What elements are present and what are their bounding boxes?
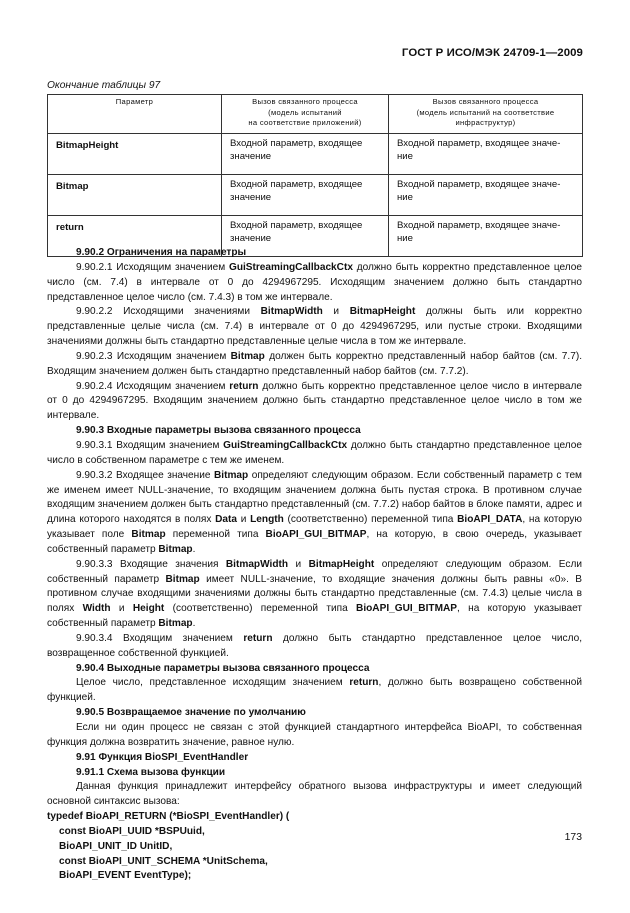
section-heading-9-90-5: 9.90.5 Возвращаемое значение по умолчанию bbox=[76, 707, 306, 719]
clause-9-90-5-text: Если ни один процесс не связан с этой функцией стандартного интерфейса BioAPI, то собственная функция должна возвратить значение, равное нулю. bbox=[47, 722, 582, 748]
clause-9-90-3-1: 9.90.3.1 Входящим значением GuiStreamingCallbackCtx должно быть стандартно представленное целое число в собственном параметре с тем же именем. bbox=[47, 439, 582, 466]
app-model-cell: Входной параметр, входящее значение bbox=[222, 216, 389, 257]
section-heading-9-91-1: 9.91.1 Схема вызова функции bbox=[76, 766, 226, 778]
parameter-table bbox=[47, 94, 583, 257]
clause-9-90-2-3: 9.90.2.3 Исходящим значением Bitmap должен быть корректно представленный набор байтов (см. 7.7). Входящим значением должен быть стандартно представленный набор байтов (см. 7.7.2). bbox=[47, 350, 583, 377]
column-header-app-conformance: Вызов связанного процесса (модель испытаний на соответствие приложений) bbox=[222, 95, 389, 134]
clause-9-90-4-text: Целое число, представленное исходящим значением return, должно быть возвращено собственной функцией. bbox=[47, 677, 583, 704]
param-name-cell: Bitmap bbox=[48, 175, 222, 216]
clause-9-90-3-4: 9.90.3.4 Входящим значением return должно быть стандартно представленное целое число, возвращенное собственной функцией. bbox=[47, 632, 583, 659]
document-body bbox=[47, 246, 582, 884]
infra-model-cell: Входной параметр, входящее значе- ние bbox=[389, 134, 583, 175]
code-line: const BioAPI_UUID *BSPUuid, bbox=[59, 825, 205, 837]
code-line: BioAPI_UNIT_ID UnitID, bbox=[59, 840, 173, 852]
section-heading-9-91: 9.91 Функция BioSPI_EventHandler bbox=[76, 751, 249, 763]
clause-9-90-2-4: 9.90.2.4 Исходящим значением return должно быть корректно представленное целое число в интервале от 0 до 4294967295. Входящим значением должно быть стандартно представленное целое число в том же интервале. bbox=[47, 380, 582, 422]
column-header-infra-conformance: Вызов связанного процесса (модель испытаний на соответствие инфраструктур) bbox=[389, 95, 583, 134]
code-line: BioAPI_EVENT EventType); bbox=[59, 870, 192, 882]
table-row bbox=[48, 134, 583, 175]
document-header: ГОСТ Р ИСО/МЭК 24709-1—2009 bbox=[401, 47, 583, 59]
table-caption: Окончание таблицы 97 bbox=[47, 80, 161, 91]
clause-9-90-3-3: 9.90.3.3 Входящие значения BitmapWidth и BitmapHeight определяют следующим образом. Если собственный параметр Bitmap имеет NULL-значение, то входящие значения должны быть равны «0». В противном случае входящими значениями должны быть стандартно представленные (см. 7.4.3) целые числа в полях Width и Height (соответственно) переменной типа BioAPI_GUI_BITMAP, на которую указывает собственный параметр Bitmap. bbox=[47, 558, 582, 630]
page-number: 173 bbox=[564, 832, 582, 843]
param-name-cell: BitmapHeight bbox=[48, 134, 222, 175]
app-model-cell: Входной параметр, входящее значение bbox=[222, 134, 389, 175]
code-line: const BioAPI_UNIT_SCHEMA *UnitSchema, bbox=[59, 855, 268, 867]
clause-9-90-2-2: 9.90.2.2 Исходящими значениями BitmapWidth и BitmapHeight должны быть или корректно представленные целые числа (см. 7.4) в интервале от 0 до 4294967295, или пустые строки. Входящими значениями должны быть стандартно представленные целые числа в том же интервале. bbox=[47, 306, 583, 348]
section-heading-9-90-2: 9.90.2 Ограничения на параметры bbox=[76, 247, 247, 258]
infra-model-cell: Входной параметр, входящее значе- ние bbox=[389, 216, 583, 257]
infra-model-cell: Входной параметр, входящее значе- ние bbox=[389, 175, 583, 216]
clause-9-90-3-2: 9.90.3.2 Входящее значение Bitmap определяют следующим образом. Если собственный параметр с тем же именем имеет NULL-значение, то входящим значением должна быть пустая строка. В противном случае входящим значением должен быть стандартно представленный (см. 7.7.2) набор байтов в блоке памяти, адрес и длина которого находятся в полях Data и Length (соответственно) переменной типа BioAPI_DATA, на которую указывает поле Bitmap переменной типа BioAPI_GUI_BITMAP, на которую, в свою очередь, указывает собственный параметр Bitmap. bbox=[47, 469, 582, 555]
table-row bbox=[48, 175, 583, 216]
column-header-parameter: Параметр bbox=[48, 95, 222, 134]
table-header-row bbox=[48, 95, 583, 134]
param-name-cell: return bbox=[48, 216, 222, 257]
app-model-cell: Входной параметр, входящее значение bbox=[222, 175, 389, 216]
section-heading-9-90-4: 9.90.4 Выходные параметры вызова связанного процесса bbox=[76, 662, 370, 674]
clause-9-90-2-1: 9.90.2.1 Исходящим значением GuiStreamingCallbackCtx должно быть корректно представленное целое число (см. 7.4) в интервале от 0 до 4294967295. Исходящим значением должно быть стандартно представленное целое число (см. 7.4.3) в том же интервале. bbox=[47, 261, 582, 303]
section-heading-9-90-3: 9.90.3 Входные параметры вызова связанного процесса bbox=[76, 425, 361, 437]
code-line: typedef BioAPI_RETURN (*BioSPI_EventHandler) ( bbox=[47, 811, 290, 823]
clause-9-91-1-text: Данная функция принадлежит интерфейсу обратного вызова инфраструктуры и имеет следующий основной синтаксис вызова: bbox=[47, 781, 582, 808]
